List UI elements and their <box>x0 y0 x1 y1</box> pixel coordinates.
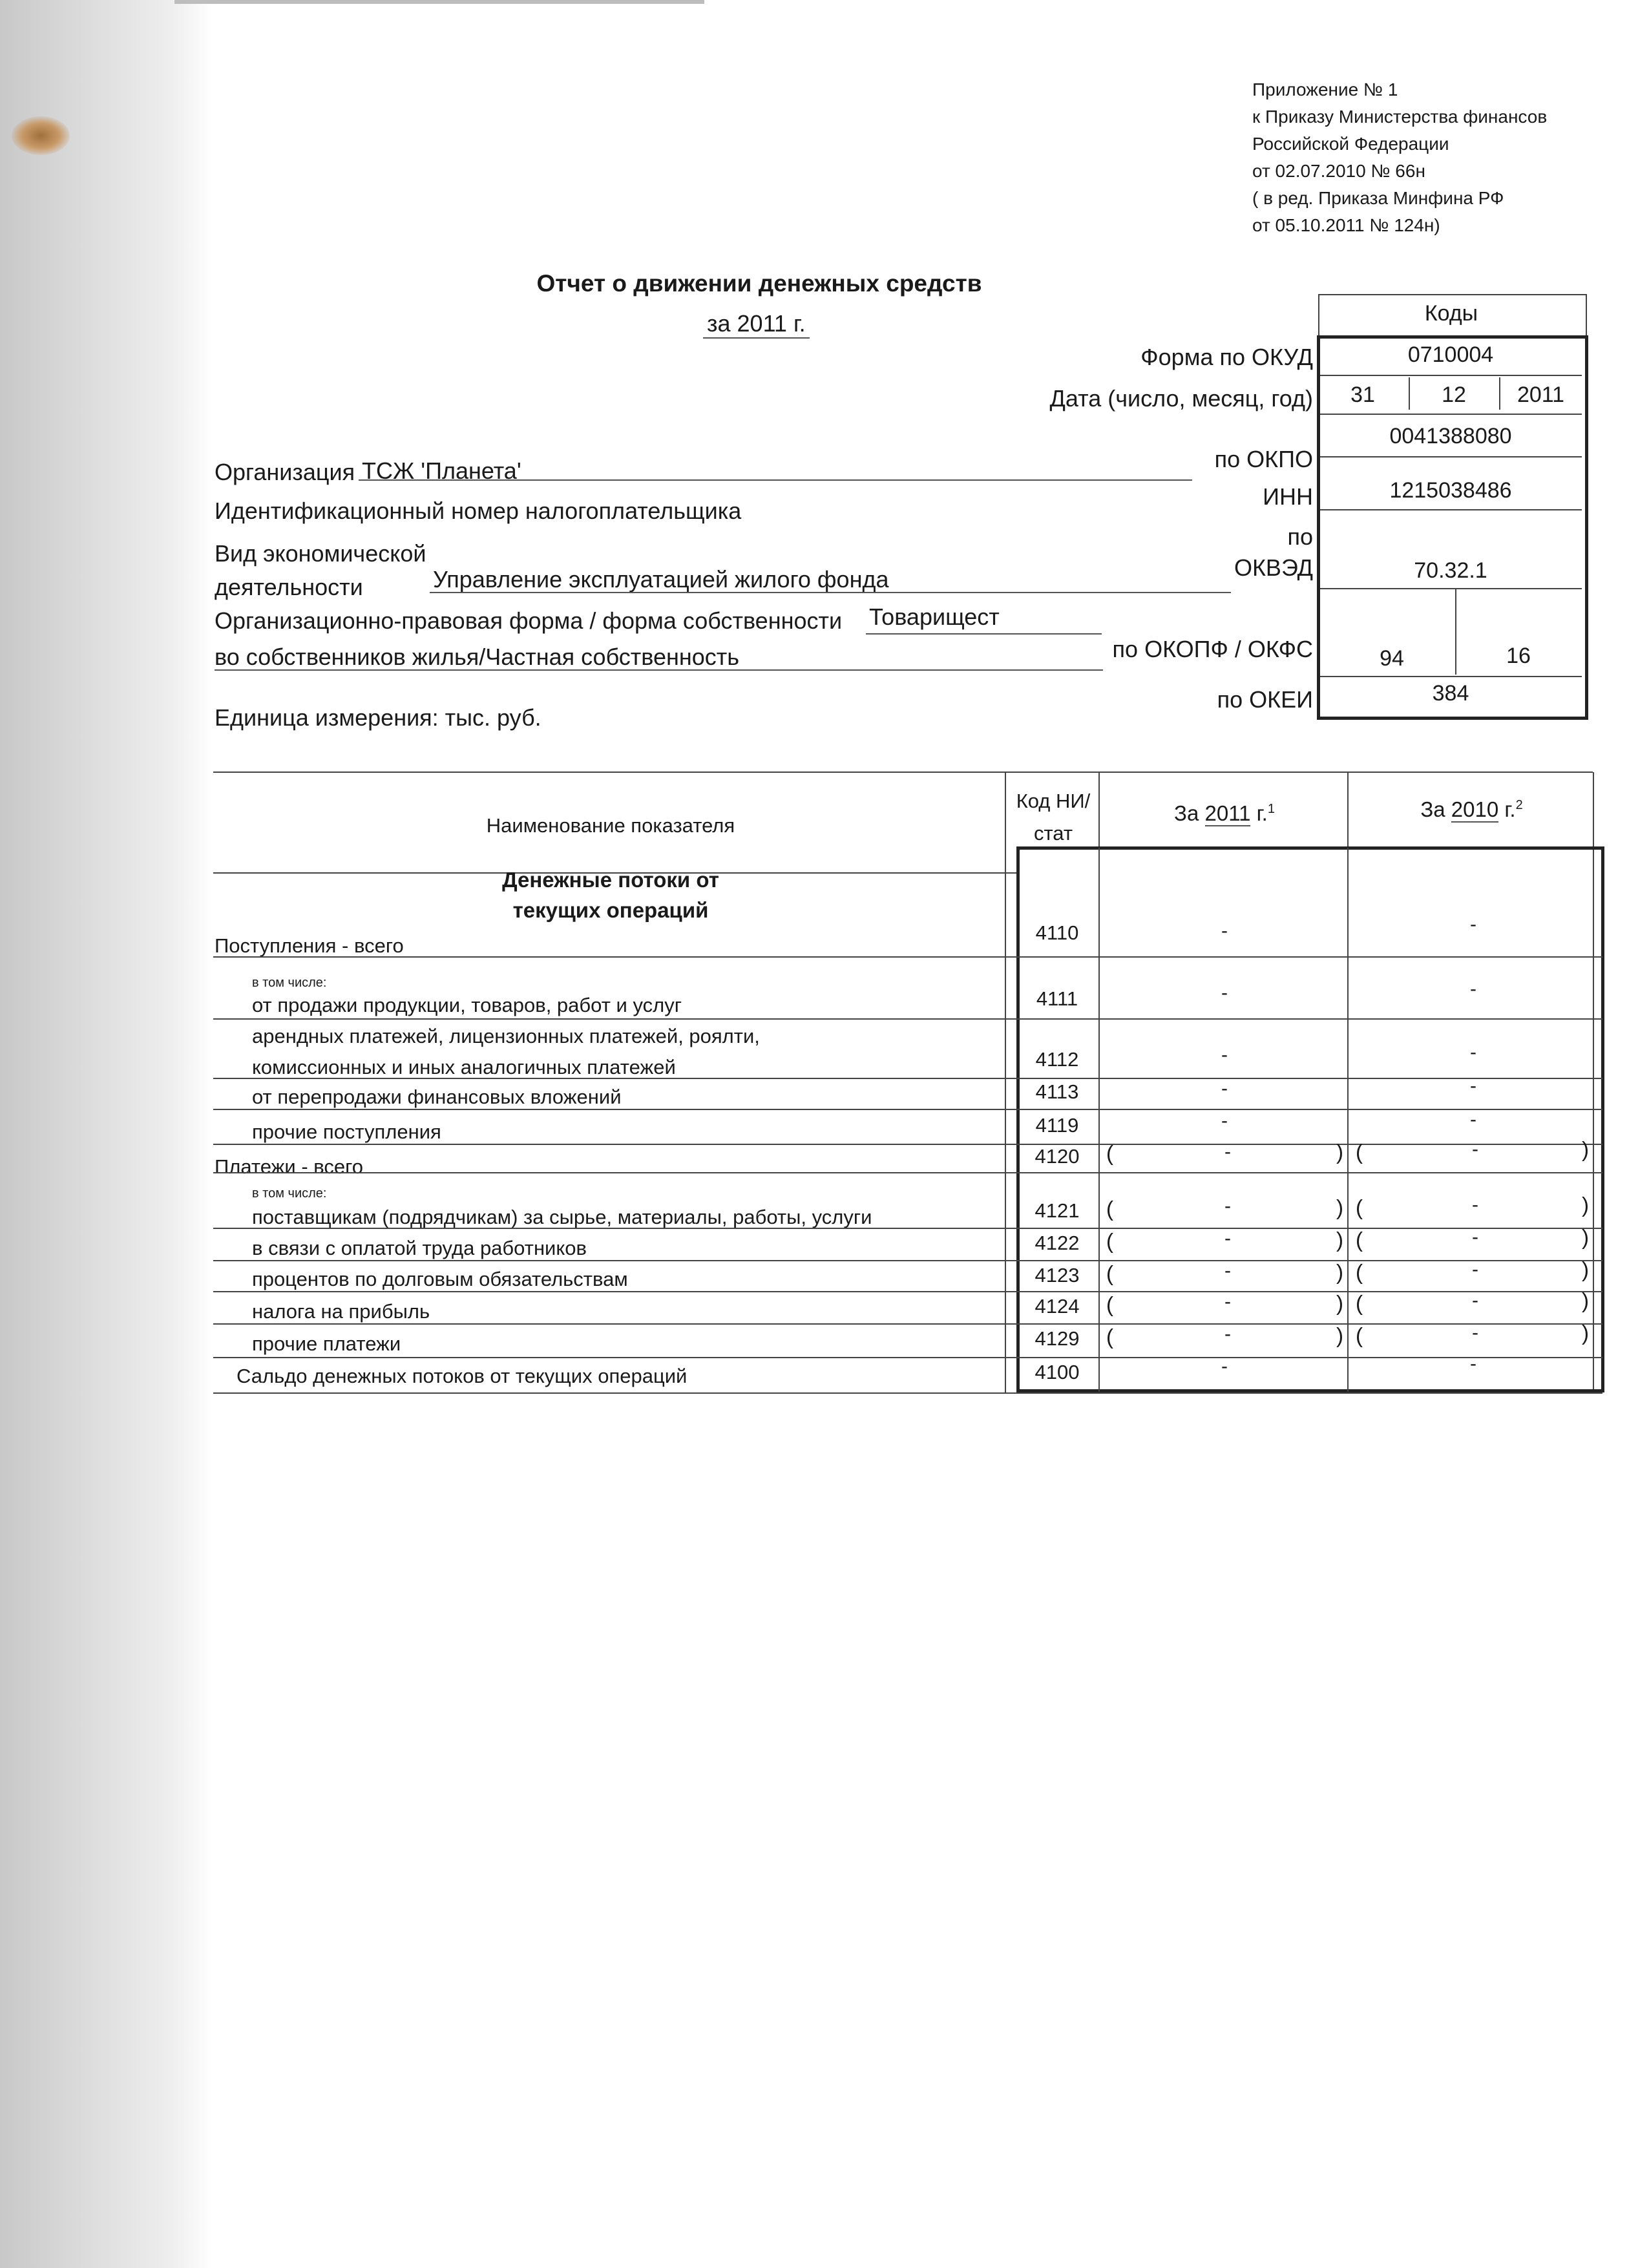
row-4113-label: от перепродажи финансовых вложений <box>252 1086 622 1108</box>
col-code-header-2: стат <box>1033 822 1073 845</box>
row-4120-label: Платежи - всего <box>215 1155 364 1178</box>
opf-value-1: Товарищест <box>869 604 1000 630</box>
row-4129-2010: - <box>1472 1322 1478 1343</box>
row-4110-2010: - <box>1470 914 1476 935</box>
row-4123-label: процентов по долговым обязательствам <box>252 1268 628 1290</box>
appendix-line-4: от 02.07.2010 № 66н <box>1252 161 1425 181</box>
row-4124-2010: - <box>1472 1290 1478 1311</box>
okved-value: 70.32.1 <box>1414 558 1487 583</box>
row-4100-code: 4100 <box>1035 1361 1080 1383</box>
report-period: за 2011 г. <box>703 310 810 339</box>
row-4112-label: арендных платежей, лицензионных платежей, роялти, <box>252 1025 760 1047</box>
okpo-value: 0041388080 <box>1389 424 1512 448</box>
okud-label: Форма по ОКУД <box>1140 344 1313 370</box>
row-4113-2011: - <box>1221 1078 1228 1099</box>
inn-value: 1215038486 <box>1389 478 1512 503</box>
row-4120-2011: - <box>1224 1141 1231 1162</box>
row-4123-2010: - <box>1472 1259 1478 1280</box>
date-label: Дата (число, месяц, год) <box>1049 385 1313 412</box>
row-4113-2010: - <box>1470 1075 1476 1097</box>
row-4110-2011: - <box>1221 920 1228 941</box>
row-4129-label: прочие платежи <box>252 1332 401 1355</box>
row-4112-code: 4112 <box>1035 1048 1079 1071</box>
row-4119-label: прочие поступления <box>252 1120 441 1143</box>
appendix-line-1: Приложение № 1 <box>1252 79 1398 100</box>
row-4122-2010: - <box>1472 1226 1478 1248</box>
row-4121-code: 4121 <box>1035 1199 1080 1222</box>
activity-label-2: деятельности <box>215 574 363 600</box>
row-4119-code: 4119 <box>1035 1114 1079 1137</box>
data-frame <box>1016 846 1604 1392</box>
okpo-label: по ОКПО <box>1214 446 1313 472</box>
row-4100-2011: - <box>1221 1356 1228 1377</box>
row-4121-label: поставщикам (подрядчикам) за сырье, материалы, работы, услуги <box>252 1206 872 1228</box>
row-4129-2011: - <box>1224 1323 1231 1345</box>
unit-label: Единица измерения: тыс. руб. <box>215 704 541 731</box>
row-4111-code: 4111 <box>1036 987 1078 1010</box>
activity-value: Управление эксплуатацией жилого фонда <box>433 566 889 593</box>
codes-header: Коды <box>1424 301 1478 326</box>
okud-value: 0710004 <box>1407 342 1494 367</box>
row-4121-2011: - <box>1224 1195 1231 1217</box>
row-4111-2010: - <box>1470 978 1476 1000</box>
row-4100-2010: - <box>1470 1353 1476 1374</box>
inn-label: Идентификационный номер налогоплательщика <box>215 498 742 524</box>
col-2010-header: За 2010 г.$^2$ <box>1420 797 1523 821</box>
section-heading-1: Денежные потоки от <box>502 868 719 892</box>
section-heading-2: текущих операций <box>512 898 709 922</box>
col-2011-header: За 2011 г.$^1$ <box>1174 801 1275 825</box>
appendix-line-6: от 05.10.2011 № 124н) <box>1252 215 1440 235</box>
okei-label: по ОКЕИ <box>1217 686 1313 713</box>
row-4100-label: Сальдо денежных потоков от текущих операций <box>236 1365 688 1387</box>
row-4111-2011: - <box>1221 982 1228 1003</box>
appendix-line-3: Российской Федерации <box>1252 134 1449 154</box>
row-4113-code: 4113 <box>1035 1080 1079 1103</box>
row-4110-label: Поступления - всего <box>215 934 404 957</box>
row-4122-label: в связи с оплатой труда работников <box>252 1237 587 1259</box>
scan-shadow <box>0 0 213 2268</box>
row-4123-code: 4123 <box>1035 1264 1080 1286</box>
date-month: 12 <box>1442 383 1466 407</box>
row-4110-code: 4110 <box>1035 921 1079 944</box>
inn-code-label: ИНН <box>1263 483 1313 510</box>
row-4124-2011: - <box>1224 1291 1231 1312</box>
row-4112-label-2: комиссионных и иных аналогичных платежей <box>252 1056 676 1078</box>
row-4122-code: 4122 <box>1035 1232 1080 1254</box>
row-4112-2010: - <box>1470 1042 1476 1063</box>
row-4112-2011: - <box>1221 1044 1228 1066</box>
opf-label: Организационно-правовая форма / форма собственности <box>215 607 843 634</box>
row-4120-2010: - <box>1472 1139 1478 1160</box>
okei-value: 384 <box>1432 681 1469 706</box>
row-4124-code: 4124 <box>1035 1295 1080 1318</box>
appendix-line-2: к Приказу Министерства финансов <box>1252 107 1548 127</box>
row-4119-2011: - <box>1221 1110 1228 1131</box>
paper-stain <box>12 116 70 155</box>
okfs-value: 16 <box>1506 644 1531 668</box>
row-4129-code: 4129 <box>1035 1327 1080 1350</box>
row-4123-2011: - <box>1224 1260 1231 1281</box>
okved-label-1: по <box>1287 523 1313 550</box>
row-4121-sub: в том числе: <box>252 1186 327 1201</box>
org-label: Организация <box>215 459 355 485</box>
org-name: ТСЖ 'Планета' <box>362 457 521 484</box>
okopf-value: 94 <box>1380 646 1404 671</box>
opf-value-2: во собственников жилья/Частная собственность <box>215 644 740 670</box>
date-year: 2011 <box>1517 383 1565 407</box>
row-4121-2010: - <box>1472 1194 1478 1215</box>
col-name-header: Наименование показателя <box>486 814 735 837</box>
row-4119-2010: - <box>1470 1109 1476 1130</box>
row-4122-2011: - <box>1224 1228 1231 1249</box>
report-title: Отчет о движении денежных средств <box>536 270 982 297</box>
okved-label-2: ОКВЭД <box>1234 554 1313 581</box>
row-4111-label: от продажи продукции, товаров, работ и услуг <box>252 994 682 1016</box>
appendix-line-5: ( в ред. Приказа Минфина РФ <box>1252 188 1504 208</box>
date-day: 31 <box>1350 383 1375 407</box>
scan-edge <box>174 0 704 4</box>
activity-label-1: Вид экономической <box>215 540 426 567</box>
okopf-label: по ОКОПФ / ОКФС <box>1112 636 1313 662</box>
col-code-header-1: Код НИ/ <box>1016 790 1091 812</box>
row-4111-sub: в том числе: <box>252 976 327 990</box>
row-4124-label: налога на прибыль <box>252 1300 430 1323</box>
row-4120-code: 4120 <box>1035 1145 1080 1168</box>
